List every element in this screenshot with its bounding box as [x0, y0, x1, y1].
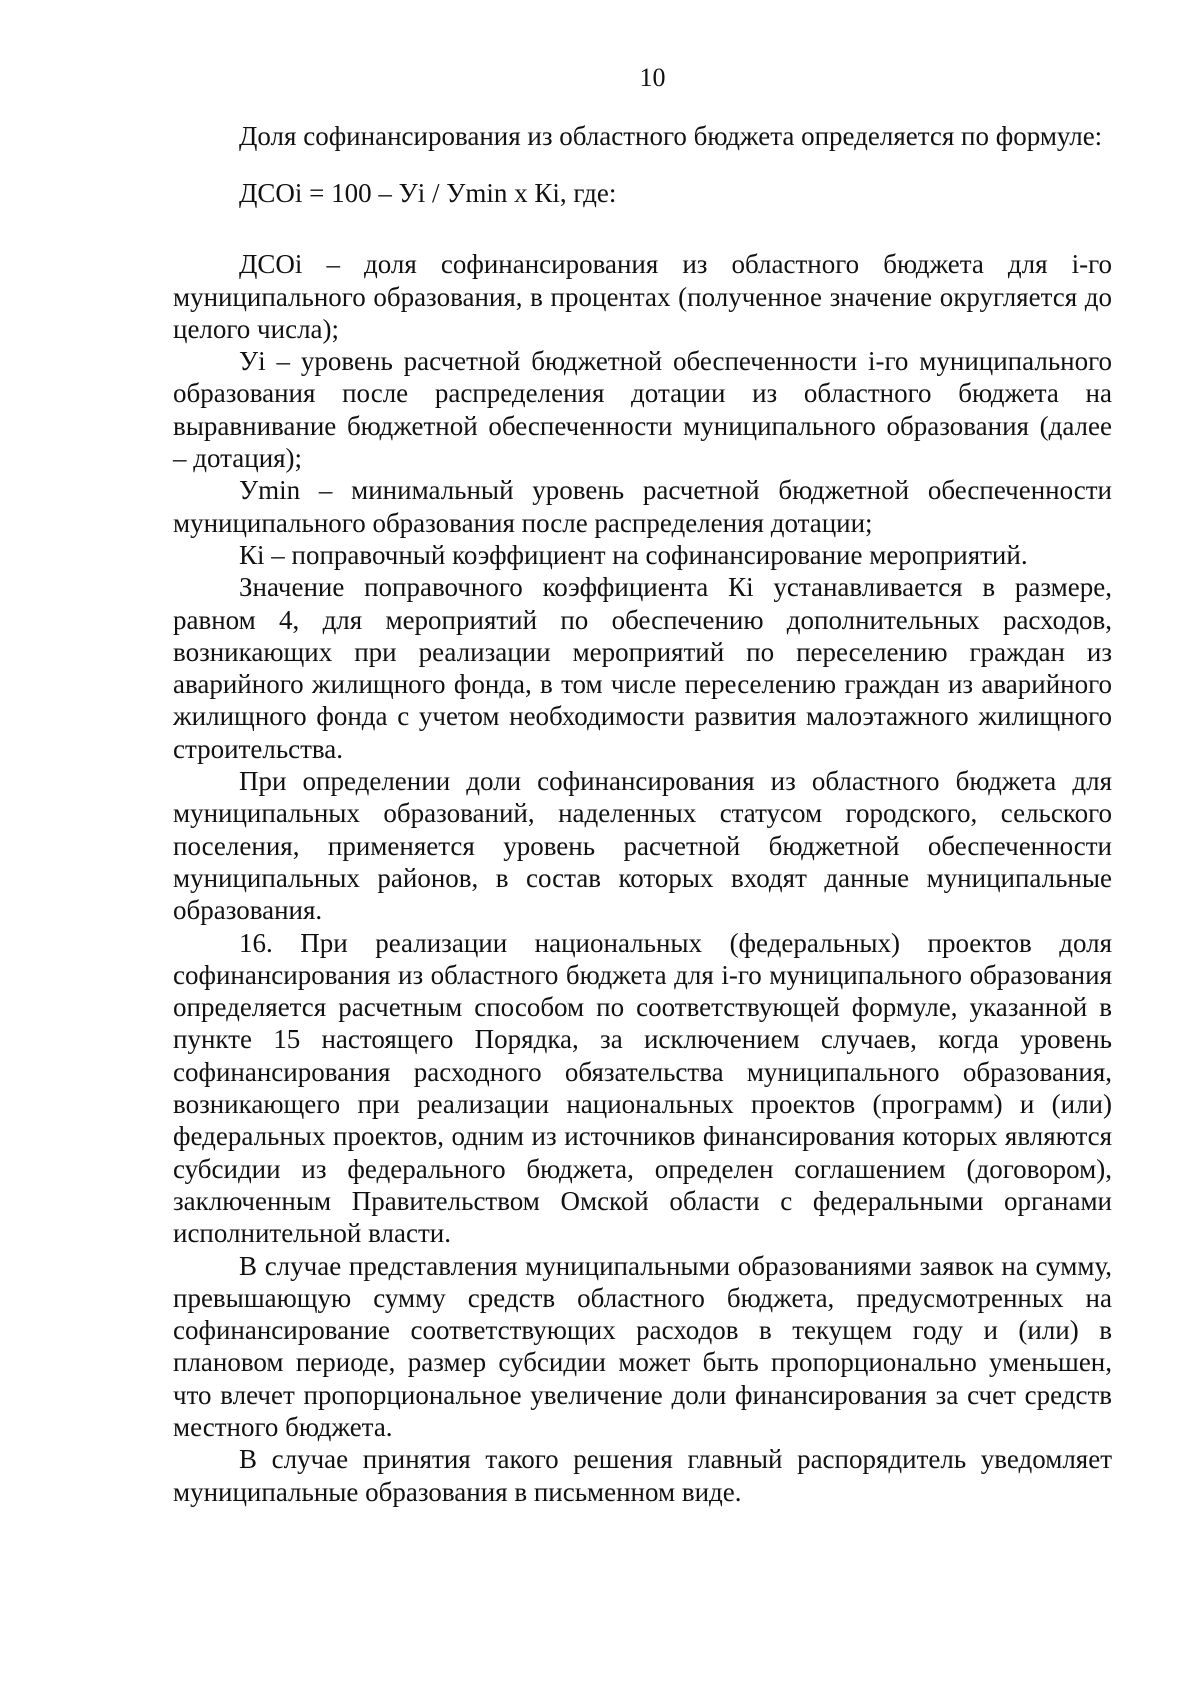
paragraph-16: 16. При реализации национальных (федеральных) проектов доля софинансирования из областного бюджета для i-го муниципального образования определяется расчетным способом по соответствующей формуле, указанной в пункте 15 настоящего Порядка, за исключением случаев, когда уровень софинансирования расходного обязательства муниципального образования, возникающего при реализации национальных проектов (программ) и (или) федеральных проектов, одним из источников финансирования которых являются субсидии из федерального бюджета, определен соглашением (договором), заключенным Правительством Омской области с федеральными органами исполнительной власти. [173, 927, 1112, 1249]
definition-dsoi: ДСОi – доля софинансирования из областного бюджета для i-го муниципального образования, в процентах (полученное значение округляется до целого числа); [173, 249, 1112, 344]
paragraph-notification: В случае принятия такого решения главный распорядитель уведомляет муниципальные образования в письменном виде. [173, 1444, 1112, 1507]
formula: ДСОi = 100 – Уi / Уmin x Кi, где: [239, 178, 617, 209]
paragraph-coefficient: Значение поправочного коэффициента Кi устанавливается в размере, равном 4, для мероприятий по обеспечению дополнительных расходов, возникающих при реализации мероприятий по переселению граждан из аварийного жилищного фонда, в том числе переселению граждан из аварийного жилищного фонда с учетом необходимости развития малоэтажного жилищного строительства. [173, 572, 1112, 764]
paragraph-applications: В случае представления муниципальными образованиями заявок на сумму, превышающую сумму средств областного бюджета, предусмотренных на софинансирование соответствующих расходов в текущем году и (или) в плановом периоде, размер субсидии может быть пропорционально уменьшен, что влечет пропорциональное увеличение доли финансирования за счет средств местного бюджета. [173, 1250, 1112, 1442]
page-number: 10 [639, 63, 666, 92]
definition-umin: Уmin – минимальный уровень расчетной бюджетной обеспеченности муниципального образования после распределения дотации; [173, 475, 1112, 538]
definition-ui: Уi – уровень расчетной бюджетной обеспеченности i-го муниципального образования после распределения дотации из областного бюджета на выравнивание бюджетной обеспеченности муниципального образования (далее – дотация); [173, 346, 1112, 474]
paragraph-settlements: При определении доли софинансирования из областного бюджета для муниципальных образований, наделенных статусом городского, сельского поселения, применяется уровень расчетной бюджетной обеспеченности муниципальных районов, в состав которых входят данные муниципальные образования. [173, 766, 1112, 926]
intro-paragraph: Доля софинансирования из областного бюджета определяется по формуле: [239, 121, 1103, 151]
definition-ki: Кi – поправочный коэффициент на софинансирование мероприятий. [239, 539, 1028, 570]
